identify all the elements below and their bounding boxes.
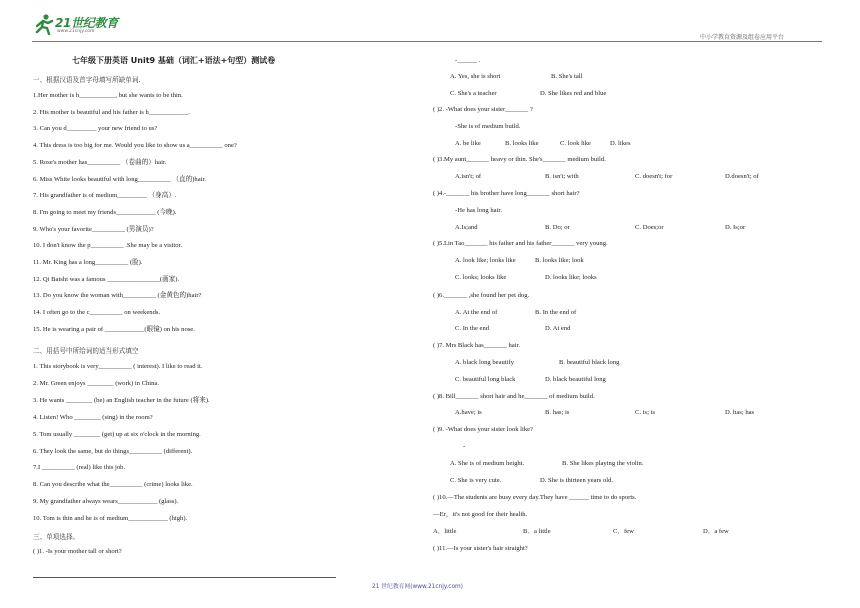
question-line: ( )4.-_______ his brother have long_______ short hair?: [433, 190, 580, 197]
question-line: ( )7. Mrs Black has_______ hair.: [433, 342, 520, 349]
question-line: -______ .: [455, 57, 481, 64]
answer-option: D. At end: [545, 325, 571, 332]
form-question: 5. Tom usually ________ (get) up at six o'clock in the morning.: [33, 430, 201, 438]
question-line: -He has long hair.: [455, 207, 502, 214]
answer-option: B. beautiful black long: [559, 359, 620, 366]
answer-option: C. She is very cute.: [450, 477, 502, 484]
answer-option: B．a little: [523, 528, 551, 535]
answer-option: C．few: [613, 528, 634, 535]
answer-option: B. isn't; with: [545, 173, 579, 180]
section-heading-forms: 二、用括号中所给词的适当形式填空: [33, 347, 139, 355]
vocab-question: 6. Miss White looks beautiful with long__________ （直的)hair.: [33, 175, 206, 183]
header-platform-text: 中小学教育资源及组卷应用平台: [700, 34, 785, 41]
answer-option: C. look like: [560, 140, 591, 147]
section-heading-choice: 三、单项选择。: [33, 533, 80, 541]
vocab-question: 11. Mr. King has a long__________ (脸).: [33, 259, 143, 266]
bottom-divider: [33, 577, 336, 578]
answer-option: A. She is of medium height.: [450, 460, 525, 467]
answer-option: D. Is;or: [725, 224, 746, 231]
answer-option: A.isn't; of: [455, 173, 482, 180]
form-question: 3. He wants ________ (be) an English teacher in the future (将来).: [33, 396, 210, 404]
vocab-question: 3. Can you d_________ your new friend to us?: [33, 125, 158, 133]
question-line: ( )8. Bill_______ short hair and he_______ of medium build.: [433, 393, 595, 400]
answer-option: B. Do; or: [545, 224, 570, 231]
answer-option: A. be like: [455, 140, 481, 147]
question-line: ( )6._______ ,she found her pet dog.: [433, 292, 530, 299]
answer-option: A. At the end of: [455, 309, 498, 316]
answer-option: D. has; has: [725, 409, 755, 416]
question-line: —Er，it's not good for their health.: [433, 511, 528, 518]
answer-option: B. looks like: [505, 140, 539, 147]
form-question: 1. This storybook is very__________ ( interest). I like to read it.: [33, 363, 203, 370]
form-question: 9. My grandfather always wears____________ (glass).: [33, 498, 179, 506]
vocab-question: 9. Who's your favorite__________ (男演员)?: [33, 225, 154, 233]
answer-option: C. She's a teacher: [450, 90, 497, 97]
form-question: 2. Mr. Green enjoys ________ (work) in China.: [33, 379, 159, 387]
answer-option: D. looks like; looks: [545, 274, 597, 281]
answer-option: D. black beautiful long: [545, 376, 606, 383]
form-question: 4. Listen! Who ________ (sing) in the room?: [33, 413, 153, 421]
vocab-question: 5. Rose's mother has__________ （卷曲的）hair.: [33, 158, 167, 166]
choice-question: ( )1. -Is your mother tall or short?: [33, 548, 122, 555]
answer-option: A.Is;and: [455, 224, 478, 231]
vocab-question: 10. I don't know the p__________ .She may be a visitor.: [33, 242, 182, 250]
question-line: -: [463, 443, 466, 450]
question-line: ( )2. -What does your sister_______ ?: [433, 106, 533, 113]
question-line: ( )10.—The students are busy every day.They have ______ time to do sports.: [433, 494, 637, 501]
answer-option: C. Does;or: [635, 224, 664, 231]
page-title: 七年级下册英语 Unit9 基础（词汇+语法+句型）测试卷: [72, 56, 276, 65]
answer-option: D．a few: [703, 528, 729, 535]
answer-option: D.doesn't; of: [725, 173, 759, 180]
answer-option: C. beautiful long black: [455, 376, 516, 383]
question-line: ( )5.Lin Tao_______ his father and his father_______ very young.: [433, 240, 608, 247]
header-divider: [32, 41, 822, 42]
answer-option: C. doesn't; for: [635, 173, 673, 180]
form-question: 10. Tom is thin and he is of medium____________ (high).: [33, 515, 188, 523]
question-line: ( )11.—Is your sister's hair straight?: [433, 545, 528, 552]
form-question: 7.I __________ (real) like this job.: [33, 464, 126, 472]
answer-option: C. is; is: [635, 409, 655, 416]
answer-option: A．little: [433, 528, 457, 535]
answer-option: A. look like; looks like: [455, 257, 516, 264]
runner-logo-icon: [33, 13, 55, 35]
logo-url: www.21cnjy.com: [57, 29, 95, 34]
vocab-question: 14. I often go to the c__________ on weekends.: [33, 309, 161, 317]
question-line: -She is of medium build.: [455, 123, 521, 130]
form-question: 6. They look the same, but do things__________ (different).: [33, 447, 193, 455]
vocab-question: 13. Do you know the woman with__________ (金黄色的)hair?: [33, 292, 202, 300]
answer-option: B. has; is: [545, 409, 570, 416]
answer-option: B. looks like; look: [535, 257, 584, 264]
answer-option: B. She likes playing the violin.: [562, 460, 644, 467]
answer-option: B. She's tall: [551, 73, 583, 80]
vocab-question: 15. He is wearing a pair of ____________(眼镜) on his nose.: [33, 325, 195, 333]
logo-text: 21世纪教育: [55, 16, 118, 30]
answer-option: A.have; is: [455, 409, 482, 416]
answer-option: D. likes: [610, 140, 631, 147]
answer-option: C. looks; looks like: [455, 274, 507, 281]
vocab-question: 8. I'm going to meet my friends____________ (今晚).: [33, 208, 177, 216]
vocab-question: 12. Qi Baishi was a famous ________________(画家).: [33, 275, 180, 283]
question-line: ( )3.My aunt_______ heavy or thin. She's_______ medium build.: [433, 156, 606, 163]
answer-option: A. black long beautify: [455, 359, 514, 366]
answer-option: D. She is thirteen years old.: [540, 477, 614, 484]
vocab-question: 2. His mother is beautiful and his father is h____________.: [33, 108, 190, 116]
vocab-question: 4. This dress is too big for me. Would you like to show us a__________ one?: [33, 142, 237, 150]
footer-text: 21 世纪教育网(www.21cnjy.com): [372, 584, 463, 590]
site-logo: [33, 13, 123, 37]
answer-option: D. She likes red and blue: [540, 90, 607, 97]
section-heading-vocab: 一、根据汉语及首字母填写所缺单词.: [33, 76, 141, 84]
form-question: 8. Can you describe what the__________ (crime) looks like.: [33, 481, 193, 489]
vocab-question: 1.Her mother is h___________, but she wants to be thin.: [33, 92, 183, 99]
question-line: ( )9. -What does your sister look like?: [433, 426, 533, 433]
vocab-question: 7. His grandfather is of medium_________ （身高）.: [33, 192, 177, 200]
answer-option: B. In the end of: [535, 309, 577, 316]
answer-option: A. Yes, she is short: [450, 73, 501, 80]
answer-option: C. In the end: [455, 325, 490, 332]
